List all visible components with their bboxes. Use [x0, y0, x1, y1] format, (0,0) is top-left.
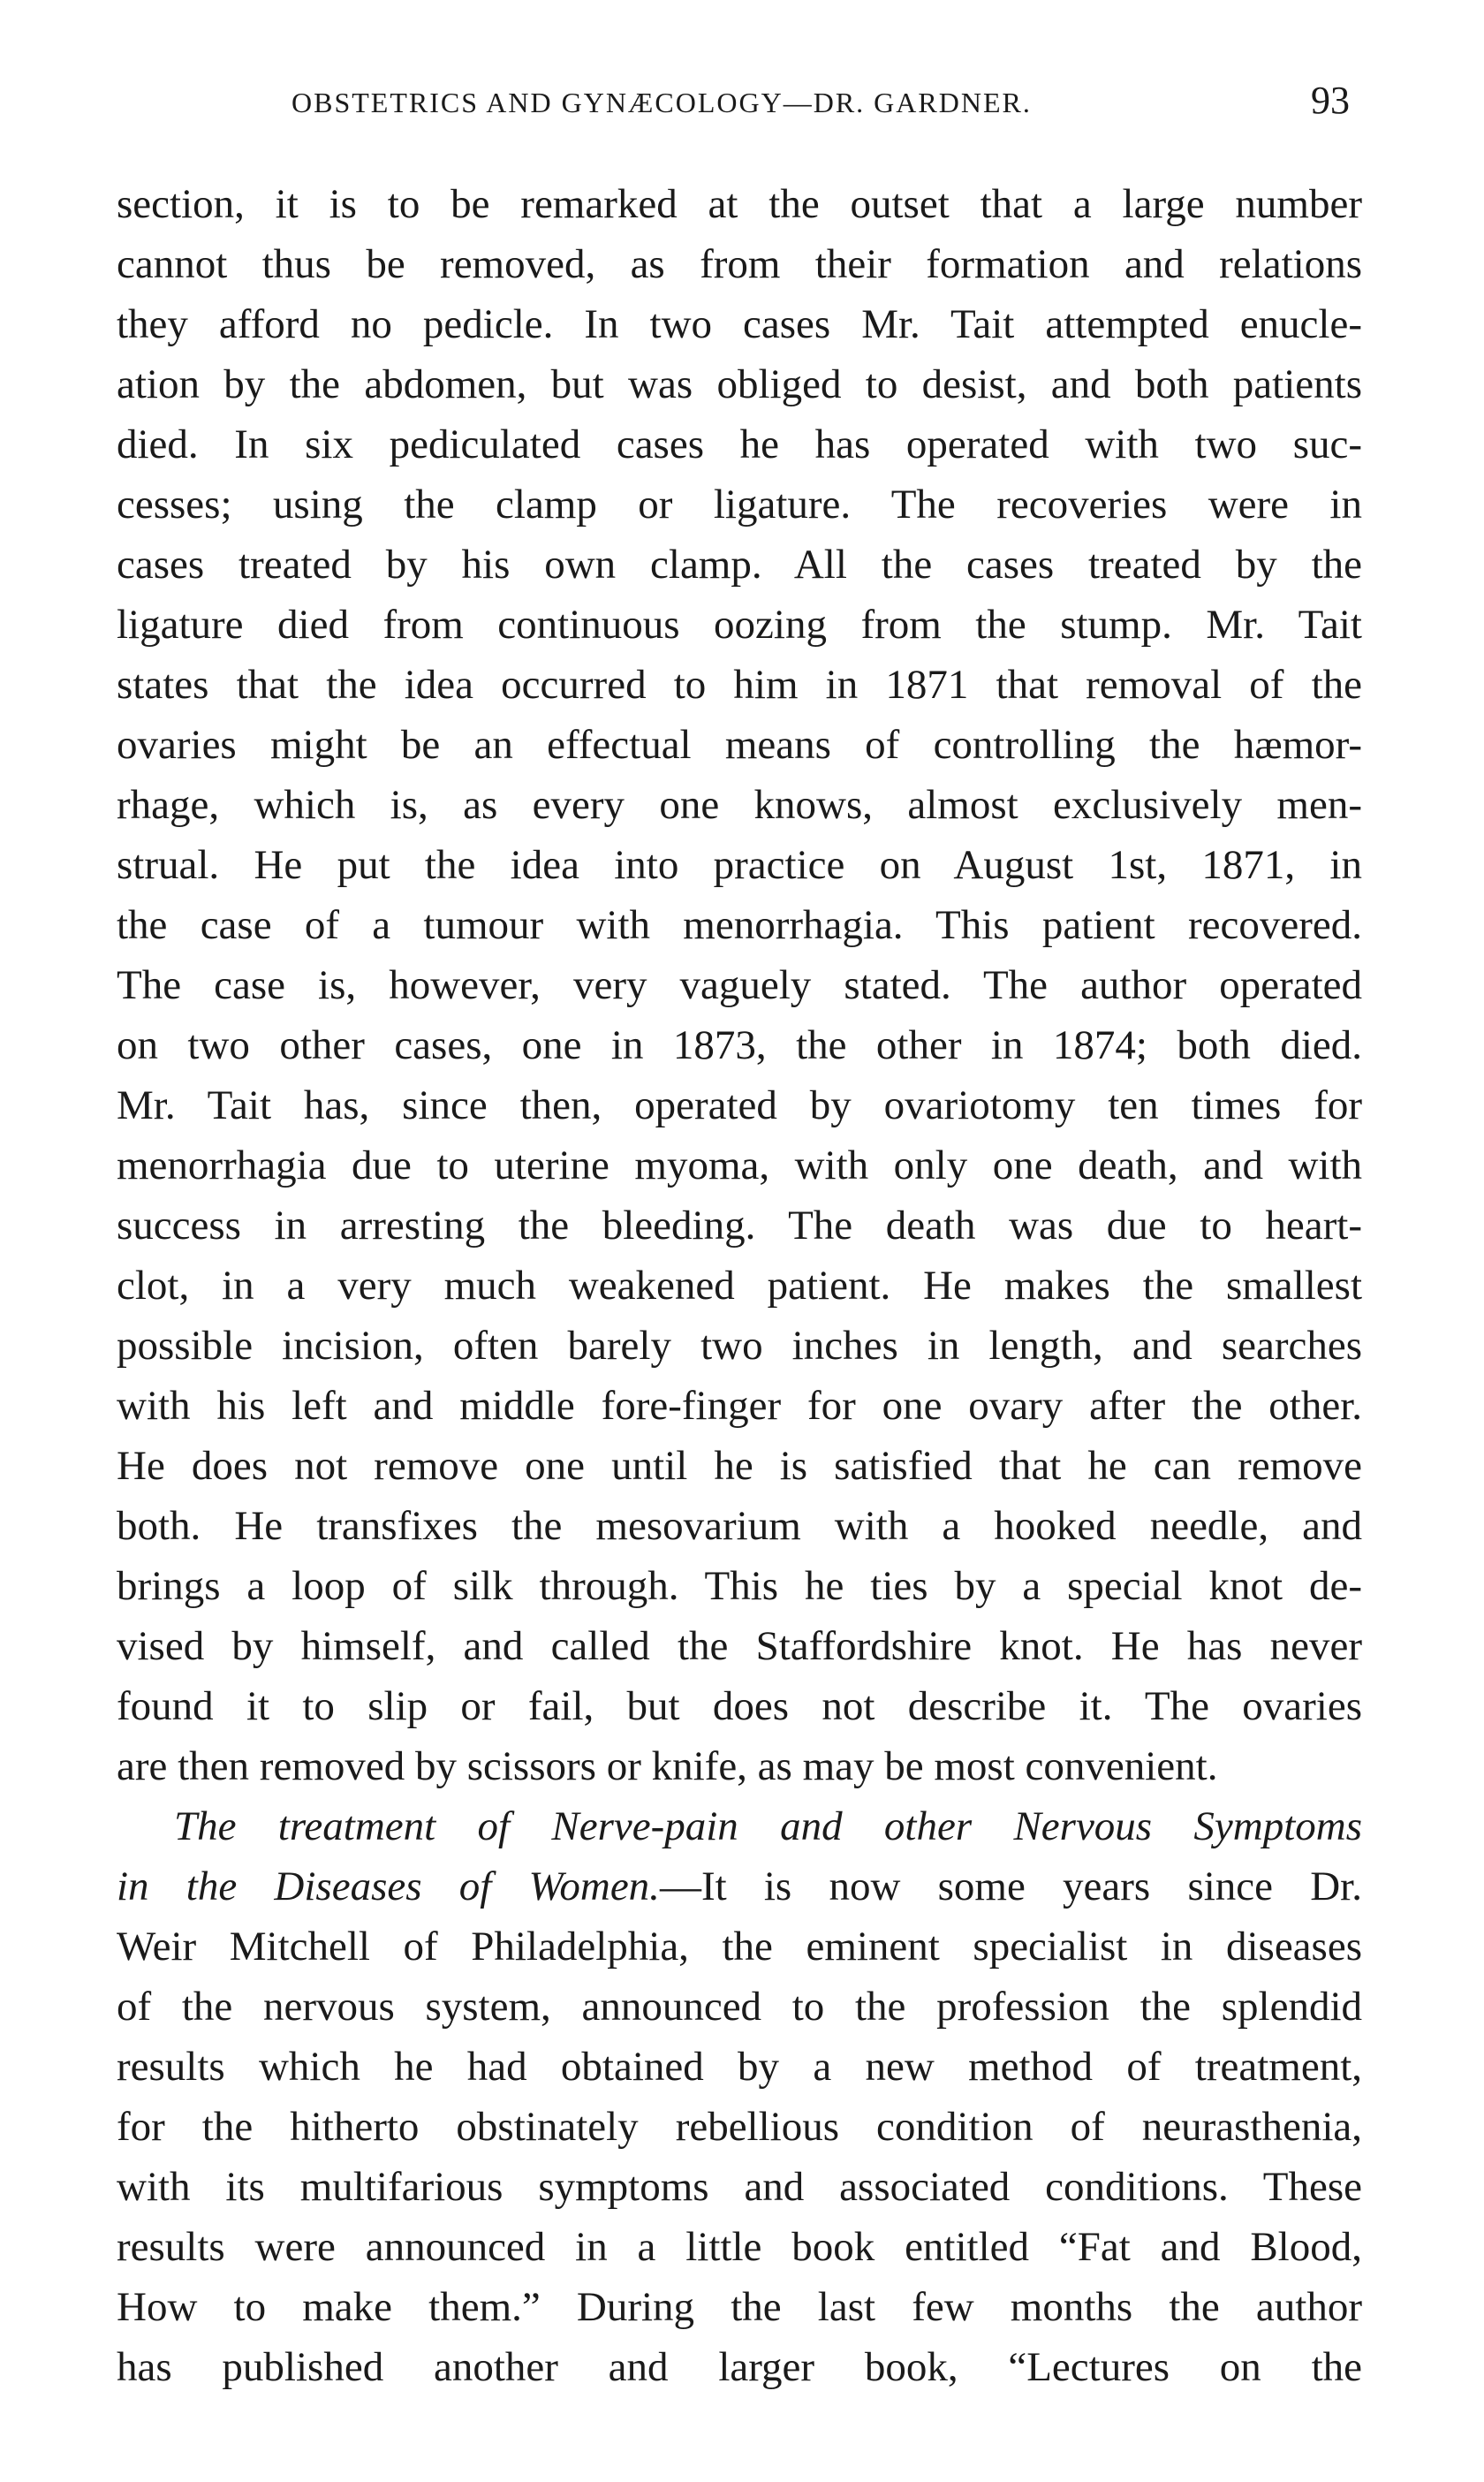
text-line: ation by the abdomen, but was obliged to desist, and both patients	[117, 361, 1362, 407]
text-line: with his left and middle fore-finger for one ovary after the other.	[117, 1383, 1362, 1429]
text-line: The case is, however, very vaguely stated. The author operated	[117, 962, 1362, 1008]
text-line: both. He transfixes the mesovarium with a hooked needle, and	[117, 1503, 1362, 1549]
text-line: results which he had obtained by a new method of treatment,	[117, 2044, 1362, 2090]
text-fragment: —It is now some years since Dr.	[659, 1863, 1362, 1909]
text-line: section, it is to be remarked at the outset that a large number	[117, 181, 1362, 227]
text-line: of the nervous system, announced to the profession the splendid	[117, 1984, 1362, 2030]
section-heading-continuation	[117, 1856, 1362, 1917]
text-line: died. In six pediculated cases he has operated with two suc-	[117, 421, 1362, 467]
text-line: cases treated by his own clamp. All the cases treated by the	[117, 542, 1362, 588]
text-line: Weir Mitchell of Philadelphia, the eminent specialist in diseases	[117, 1924, 1362, 1970]
text-line: ovaries might be an effectual means of controlling the hæmor-	[117, 722, 1362, 768]
text-line: ligature died from continuous oozing from the stump. Mr. Tait	[117, 602, 1362, 648]
text-line: states that the idea occurred to him in 1871 that removal of the	[117, 662, 1362, 708]
text-line: are then removed by scissors or knife, as may be most convenient.	[117, 1743, 1218, 1789]
text-line: with its multifarious symptoms and associated conditions. These	[117, 2164, 1362, 2210]
page-number: 93	[1311, 79, 1350, 122]
text-line: possible incision, often barely two inches in length, and searches	[117, 1323, 1362, 1369]
text-line: they afford no pedicle. In two cases Mr. Tait attempted enucle-	[117, 301, 1362, 347]
text-line: cannot thus be removed, as from their formation and relations	[117, 241, 1362, 287]
text-line: for the hitherto obstinately rebellious condition of neurasthenia,	[117, 2104, 1362, 2150]
text-line: Mr. Tait has, since then, operated by ovariotomy ten times for	[117, 1082, 1362, 1128]
text-line: on two other cases, one in 1873, the other in 1874; both died.	[117, 1022, 1362, 1068]
text-line: brings a loop of silk through. This he ties by a special knot de-	[117, 1563, 1362, 1609]
text-line: the case of a tumour with menorrhagia. This patient recovered.	[117, 902, 1362, 948]
text-line: He does not remove one until he is satisfied that he can remove	[117, 1443, 1362, 1489]
text-line: strual. He put the idea into practice on August 1st, 1871, in	[117, 842, 1362, 888]
text-line: results were announced in a little book entitled “Fat and Blood,	[117, 2224, 1362, 2270]
text-line: vised by himself, and called the Staffordshire knot. He has never	[117, 1623, 1362, 1669]
text-line: clot, in a very much weakened patient. He makes the smallest	[117, 1263, 1362, 1309]
text-line: cesses; using the clamp or ligature. The recoveries were in	[117, 482, 1362, 528]
text-line: rhage, which is, as every one knows, almost exclusively men-	[117, 782, 1362, 828]
text-line: menorrhagia due to uterine myoma, with only one death, and with	[117, 1142, 1362, 1188]
text-line: How to make them.” During the last few months the author	[117, 2284, 1362, 2330]
section-heading-end: in the Diseases of Women.	[117, 1863, 660, 1909]
section-heading-line: The treatment of Nerve-pain and other Nervous Symptoms	[174, 1803, 1362, 1849]
text-line: has published another and larger book, “Lectures on the	[117, 2344, 1362, 2390]
running-title: OBSTETRICS AND GYNÆCOLOGY—DR. GARDNER.	[292, 87, 1032, 118]
text-line: success in arresting the bleeding. The death was due to heart-	[117, 1203, 1362, 1249]
text-line: found it to slip or fail, but does not describe it. The ovaries	[117, 1683, 1362, 1729]
